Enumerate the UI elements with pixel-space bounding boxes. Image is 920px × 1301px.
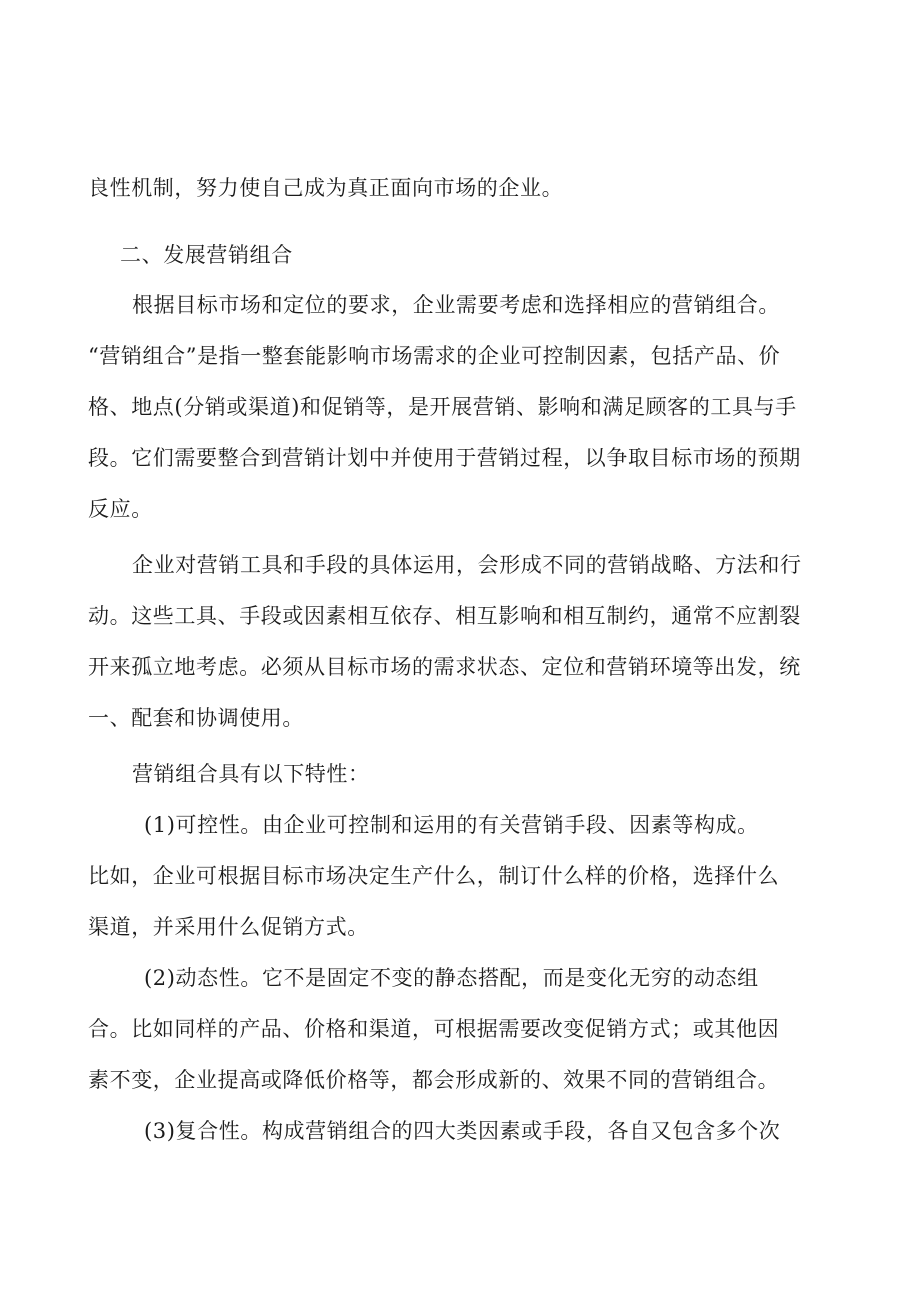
list-item-line: (2)动态性。它不是固定不变的静态搭配，而是变化无穷的动态组 bbox=[144, 966, 759, 990]
paragraph-line: 动。这些工具、手段或因素相互依存、相互影响和相互制约，通常不应割裂 bbox=[88, 604, 801, 628]
paragraph-line: 格、地点(分销或渠道)和促销等，是开展营销、影响和满足顾客的工具与手 bbox=[88, 395, 797, 419]
paragraph-line: 一、配套和协调使用。 bbox=[88, 706, 304, 730]
paragraph-line: 企业对营销工具和手段的具体运用，会形成不同的营销战略、方法和行 bbox=[132, 553, 802, 577]
section-heading: 二、发展营销组合 bbox=[120, 243, 293, 267]
list-item-line: (3)复合性。构成营销组合的四大类因素或手段，各自又包含多个次 bbox=[144, 1119, 781, 1143]
paragraph-line: 反应。 bbox=[88, 497, 153, 521]
list-item-line: (1)可控性。由企业可控制和运用的有关营销手段、因素等构成。 bbox=[144, 813, 759, 837]
list-item-line: 比如，企业可根据目标市场决定生产什么，制订什么样的价格，选择什么 bbox=[88, 864, 780, 888]
paragraph-line: 根据目标市场和定位的要求，企业需要考虑和选择相应的营销组合。 bbox=[132, 293, 780, 317]
list-item-line: 合。比如同样的产品、价格和渠道，可根据需要改变促销方式；或其他因 bbox=[88, 1017, 780, 1041]
paragraph-line: 良性机制，努力使自己成为真正面向市场的企业。 bbox=[88, 176, 564, 200]
paragraph-line: 段。它们需要整合到营销计划中并使用于营销过程，以争取目标市场的预期 bbox=[88, 446, 801, 470]
paragraph-line: 开来孤立地考虑。必须从目标市场的需求状态、定位和营销环境等出发，统 bbox=[88, 655, 801, 679]
paragraph-line: “营销组合”是指一整套能影响市场需求的企业可控制因素，包括产品、价 bbox=[88, 344, 781, 368]
list-item-line: 渠道，并采用什么促销方式。 bbox=[88, 915, 369, 939]
list-item-line: 素不变，企业提高或降低价格等，都会形成新的、效果不同的营销组合。 bbox=[88, 1068, 780, 1092]
paragraph-line: 营销组合具有以下特性： bbox=[132, 762, 370, 786]
